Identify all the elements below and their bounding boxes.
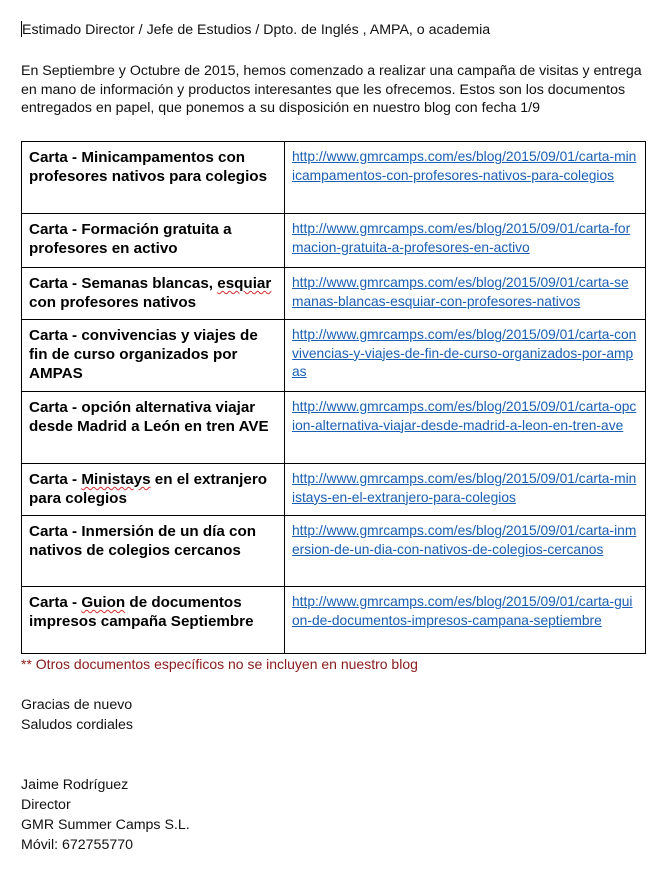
table-row bbox=[22, 268, 646, 320]
greeting-line[interactable] bbox=[21, 21, 490, 40]
document-link[interactable]: http://www.gmrcamps.com/es/blog/2015/09/01/carta-convivencias-y-viajes-de-fin-de-curso-organizados-por-ampas bbox=[292, 327, 637, 379]
document-link[interactable]: http://www.gmrcamps.com/es/blog/2015/09/01/carta-semanas-blancas-esquiar-con-profesores-nativos bbox=[292, 275, 629, 309]
closing-line: Gracias de nuevo bbox=[21, 697, 133, 713]
document-title: Carta - Ministays en el extranjero para colegios bbox=[22, 464, 285, 516]
document-link[interactable]: http://www.gmrcamps.com/es/blog/2015/09/01/carta-opcion-alternativa-viajar-desde-madrid-a-leon-en-tren-ave bbox=[292, 399, 637, 433]
document-link-cell bbox=[285, 268, 646, 320]
document-link-cell bbox=[285, 142, 646, 214]
document-link[interactable]: http://www.gmrcamps.com/es/blog/2015/09/01/carta-guion-de-documentos-impresos-campana-septiembre bbox=[292, 594, 633, 628]
signature-block bbox=[21, 776, 190, 856]
table-row bbox=[22, 214, 646, 268]
document-link-cell bbox=[285, 516, 646, 587]
footnote bbox=[21, 655, 418, 674]
document-link-cell bbox=[285, 587, 646, 654]
closing-line: Saludos cordiales bbox=[21, 717, 133, 733]
table-row bbox=[22, 516, 646, 587]
document-title: Carta - Minicampamentos con profesores nativos para colegios bbox=[22, 142, 285, 214]
document-title: Carta - opción alternativa viajar desde Madrid a León en tren AVE bbox=[22, 392, 285, 464]
document-link-cell bbox=[285, 320, 646, 392]
document-link[interactable]: http://www.gmrcamps.com/es/blog/2015/09/01/carta-minicampamentos-con-profesores-nativos-para-colegios bbox=[292, 149, 637, 183]
document-link-cell bbox=[285, 214, 646, 268]
signer-role: Director bbox=[21, 797, 71, 813]
document-link-cell bbox=[285, 464, 646, 516]
mobile-number: Móvil: 672755770 bbox=[21, 837, 134, 853]
document-title: Carta - Semanas blancas, esquiar con profesores nativos bbox=[22, 268, 285, 320]
greeting-text: Estimado Director / Jefe de Estudios / Dpto. de Inglés , AMPA, o academia bbox=[22, 22, 491, 38]
footnote-mark: ** bbox=[21, 656, 32, 672]
document-title: Carta - Formación gratuita a profesores en activo bbox=[22, 214, 285, 268]
signer-name: Jaime Rodríguez bbox=[21, 777, 129, 793]
spellcheck-word: Ministays bbox=[81, 471, 151, 488]
document-link[interactable]: http://www.gmrcamps.com/es/blog/2015/09/01/carta-ministays-en-el-extranjero-para-colegios bbox=[292, 471, 637, 505]
table-row bbox=[22, 587, 646, 654]
document-link[interactable]: http://www.gmrcamps.com/es/blog/2015/09/01/carta-inmersion-de-un-dia-con-nativos-de-colegios-cercanos bbox=[292, 523, 637, 557]
spellcheck-word: Guion bbox=[81, 594, 126, 611]
document-title: Carta - Guion de documentos impresos campaña Septiembre bbox=[22, 587, 285, 654]
closing bbox=[21, 696, 133, 736]
table-row bbox=[22, 392, 646, 464]
table-row bbox=[22, 320, 646, 392]
document-title: Carta - Inmersión de un día con nativos de colegios cercanos bbox=[22, 516, 285, 587]
spellcheck-word: esquiar bbox=[217, 275, 272, 292]
documents-table bbox=[21, 141, 646, 654]
intro-paragraph bbox=[21, 62, 645, 118]
document-link-cell bbox=[285, 392, 646, 464]
table-row bbox=[22, 142, 646, 214]
company-name: GMR Summer Camps S.L. bbox=[21, 817, 190, 833]
document-title: Carta - convivencias y viajes de fin de curso organizados por AMPAS bbox=[22, 320, 285, 392]
table-row bbox=[22, 464, 646, 516]
document-link[interactable]: http://www.gmrcamps.com/es/blog/2015/09/01/carta-formacion-gratuita-a-profesores-en-activo bbox=[292, 221, 631, 255]
footnote-text: Otros documentos específicos no se incluyen en nuestro blog bbox=[35, 656, 418, 672]
intro-text: En Septiembre y Octubre de 2015, hemos comenzado a realizar una campaña de visitas y entrega en mano de información y productos interesantes que les ofrecemos. Estos son los documentos entregados en papel, que ponemos a su disposición en nuestro blog con fecha 1/9 bbox=[21, 63, 642, 116]
